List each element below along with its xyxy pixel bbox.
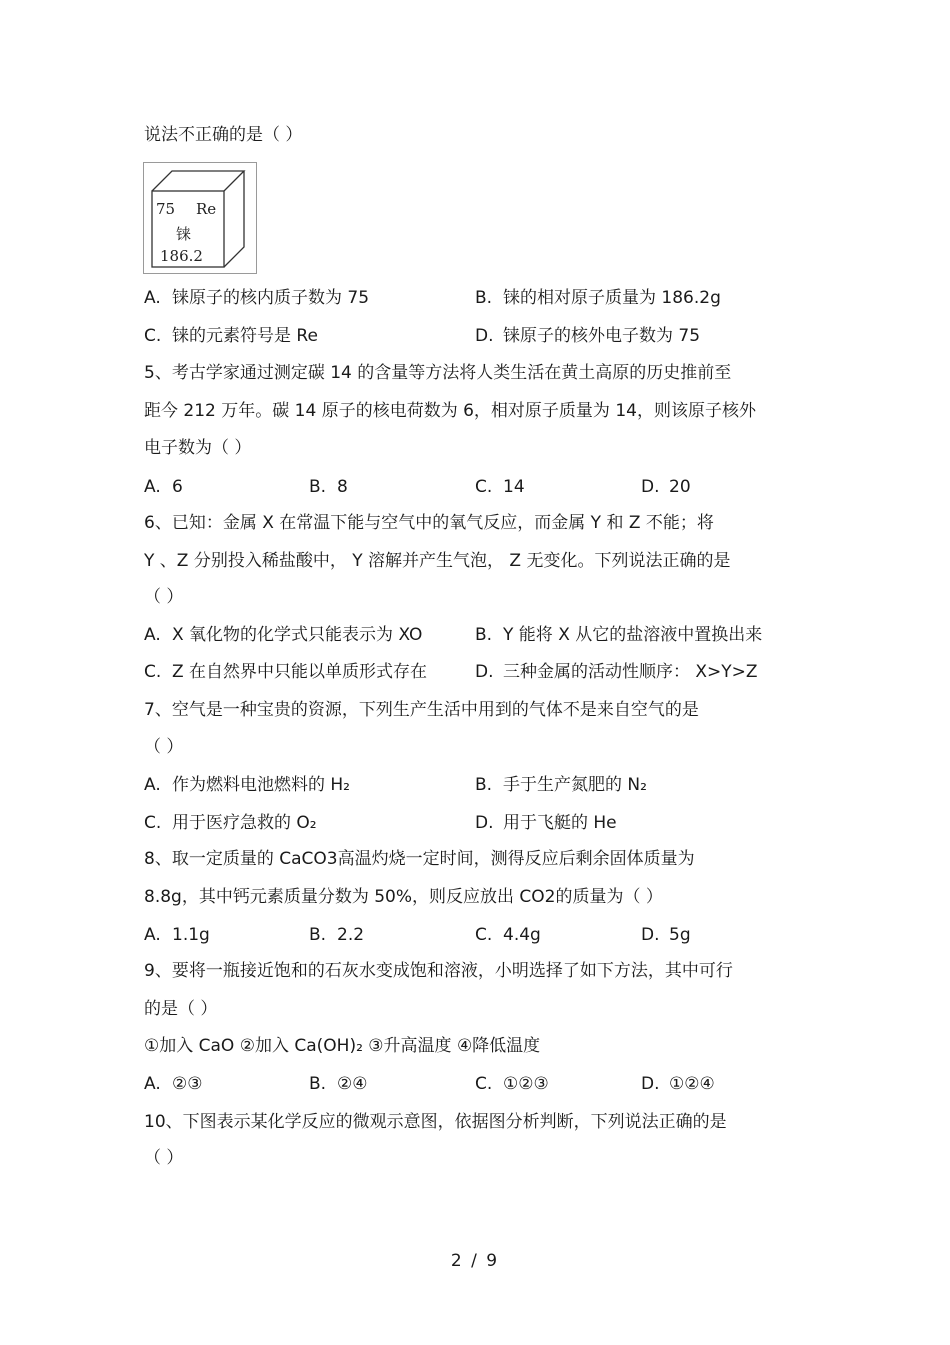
q6-option-d: D. 三种金属的活动性顺序： X>Y>Z xyxy=(475,662,758,682)
q6-stem-line-2: Y 、Z 分别投入稀盐酸中， Y 溶解并产生气泡， Z 无变化。下列说法正确的是 xyxy=(144,551,731,571)
q7-option-d: D. 用于飞艇的 He xyxy=(475,813,617,833)
atomic-number: 75 xyxy=(156,200,176,218)
q8-option-d: D. 5g xyxy=(641,925,691,945)
q9-stem-line-1: 9、要将一瓶接近饱和的石灰水变成饱和溶液，小明选择了如下方法，其中可行 xyxy=(144,961,733,981)
q10-stem-line-2: （ ） xyxy=(144,1148,184,1168)
q7-option-c: C. 用于医疗急救的 O₂ xyxy=(144,813,317,833)
q9-stem-line-2: 的是（ ） xyxy=(144,999,218,1019)
q8-stem-line-1: 8、取一定质量的 CaCO3高温灼烧一定时间，测得反应后剩余固体质量为 xyxy=(144,849,695,869)
q8-stem-line-2: 8.8g，其中钙元素质量分数为 50%，则反应放出 CO2的质量为（ ） xyxy=(144,887,663,907)
q9-option-d: D. ①②④ xyxy=(641,1074,715,1094)
q4-option-d: D. 铼原子的核外电子数为 75 xyxy=(475,326,701,346)
q6-stem-line-3: （ ） xyxy=(144,587,184,607)
q7-option-a: A. 作为燃料电池燃料的 H₂ xyxy=(144,775,351,795)
q10-stem-line-1: 10、下图表示某化学反应的微观示意图，依据图分析判断，下列说法正确的是 xyxy=(144,1112,727,1132)
q4-option-b: B. 铼的相对原子质量为 186.2g xyxy=(475,288,721,308)
q9-option-a: A. ②③ xyxy=(144,1074,203,1094)
q8-option-b: B. 2.2 xyxy=(309,925,365,945)
q6-option-a: A. X 氧化物的化学式只能表示为 XO xyxy=(144,625,423,645)
page-number: 2 / 9 xyxy=(450,1251,500,1271)
q4-option-a: A. 铼原子的核内质子数为 75 xyxy=(144,288,370,308)
q5-stem-line-2: 距今 212 万年。碳 14 原子的核电荷数为 6，相对原子质量为 14，则该原子核外 xyxy=(144,401,756,421)
q6-option-b: B. Y 能将 X 从它的盐溶液中置换出来 xyxy=(475,625,763,645)
q7-stem-line-2: （ ） xyxy=(144,737,184,757)
q7-stem-line-1: 7、空气是一种宝贵的资源，下列生产生活中用到的气体不是来自空气的是 xyxy=(144,700,699,720)
q4-stem-tail: 说法不正确的是（ ） xyxy=(144,125,303,145)
q6-option-c: C. Z 在自然界中只能以单质形式存在 xyxy=(144,662,428,682)
q5-stem-line-1: 5、考古学家通过测定碳 14 的含量等方法将人类生活在黄土高原的历史推前至 xyxy=(144,363,732,383)
q5-option-d: D. 20 xyxy=(641,477,691,497)
q5-option-b: B. 8 xyxy=(309,477,348,497)
element-symbol: Re xyxy=(196,200,217,218)
q8-option-a: A. 1.1g xyxy=(144,925,210,945)
element-card-rhenium xyxy=(143,162,257,274)
atomic-mass: 186.2 xyxy=(160,247,203,265)
q5-option-c: C. 14 xyxy=(475,477,525,497)
q5-stem-line-3: 电子数为（ ） xyxy=(144,438,252,458)
q9-methods-list: ①加入 CaO ②加入 Ca(OH)₂ ③升高温度 ④降低温度 xyxy=(144,1036,541,1056)
element-name: 铼 xyxy=(176,225,192,243)
q7-option-b: B. 手于生产氮肥的 N₂ xyxy=(475,775,647,795)
q8-option-c: C. 4.4g xyxy=(475,925,541,945)
q6-stem-line-1: 6、已知：金属 X 在常温下能与空气中的氧气反应，而金属 Y 和 Z 不能；将 xyxy=(144,513,714,533)
q9-option-c: C. ①②③ xyxy=(475,1074,549,1094)
q4-option-c: C. 铼的元素符号是 Re xyxy=(144,326,318,346)
q9-option-b: B. ②④ xyxy=(309,1074,368,1094)
q5-option-a: A. 6 xyxy=(144,477,183,497)
